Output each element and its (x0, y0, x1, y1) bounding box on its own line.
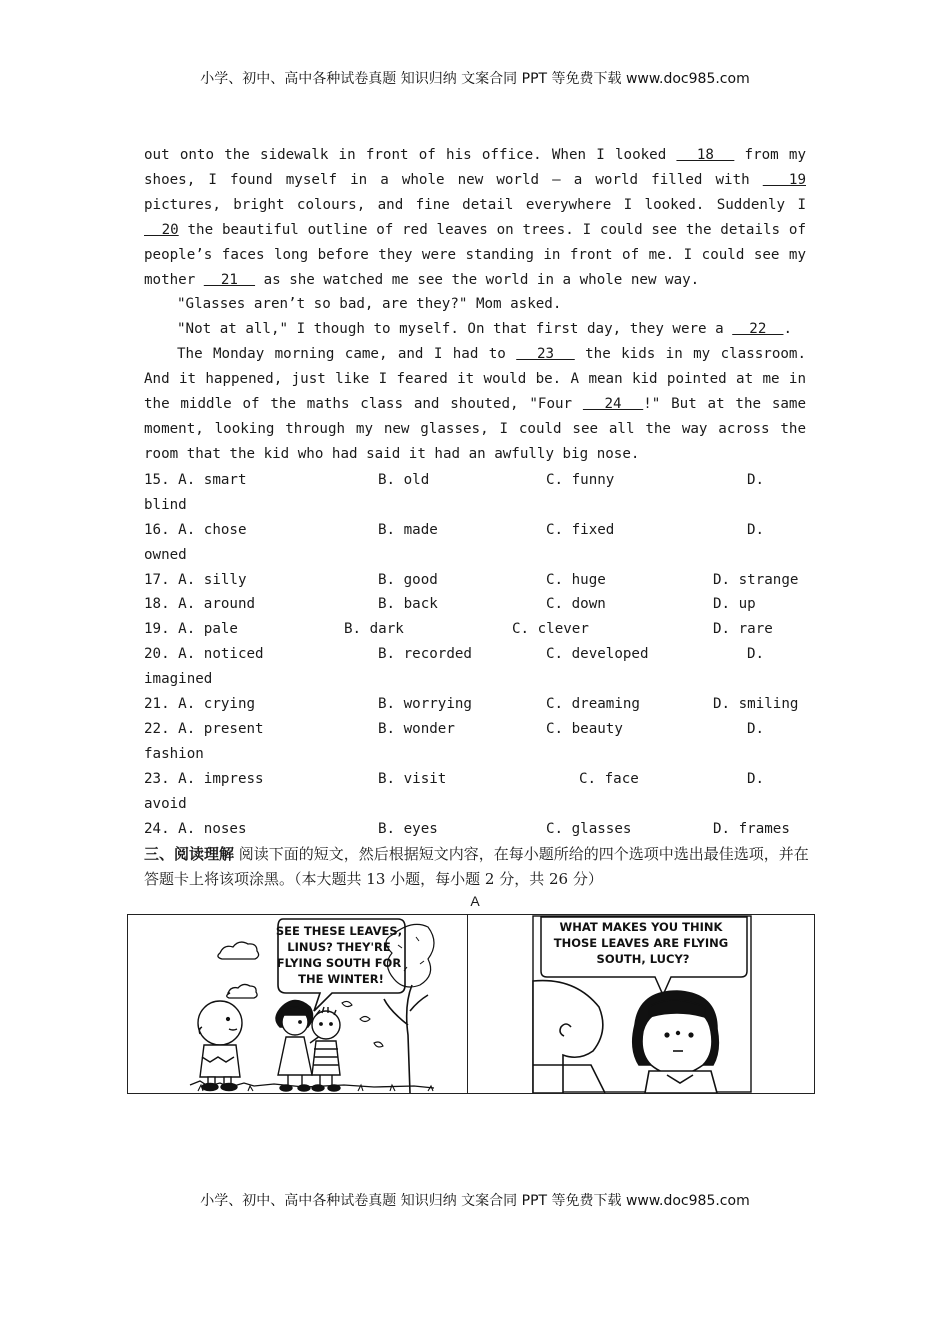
passage-paragraph-3 (144, 317, 806, 342)
option-b: B. worrying (378, 696, 472, 713)
option-b: B. dark (344, 621, 404, 638)
option-a: 16. A. chose (144, 521, 247, 538)
comic-panel-2 (467, 915, 814, 1093)
page-header: 小学、初中、高中各种试卷真题 知识归纳 文案合同 PPT 等免费下载 www.doc985.com (200, 71, 750, 87)
charlie-brown-figure (198, 1001, 242, 1091)
option-a: 22. A. present (144, 720, 264, 737)
passage-text: out onto the sidewalk in front of his office. When I looked (144, 147, 677, 163)
option-c: C. funny (546, 472, 615, 488)
question-17-options (144, 568, 806, 593)
answer-options (144, 468, 806, 841)
option-c: C. dreaming (546, 696, 640, 713)
leaf-illustration (342, 1001, 383, 1047)
option-a: 18. A. around (144, 596, 256, 613)
section-instructions: 阅读下面的短文，然后根据短文内容，在每小题所给的四个选项中选出最佳选项，并在答题卡上将该项涂黑。（本大题共 13 小题，每小题 2 分，共 26 分） (144, 845, 809, 888)
option-d: D. (747, 720, 765, 737)
passage-text: The Monday morning came, and I had to (177, 346, 517, 363)
passage-paragraph-1 (144, 143, 806, 292)
option-b: B. visit (378, 770, 447, 787)
peanuts-comic (127, 914, 815, 1094)
comic-panel-1 (128, 915, 468, 1093)
option-d-text: imagined (144, 671, 213, 688)
option-d: D. (747, 770, 765, 787)
bubble-line: FLYING SOUTH FOR (276, 956, 402, 970)
option-b: B. old (378, 472, 430, 488)
question-21-options (144, 692, 806, 717)
option-c: C. fixed (546, 521, 615, 538)
question-15-options (144, 468, 806, 518)
blank-23: 23 (516, 346, 575, 363)
cloze-passage (144, 143, 806, 467)
cloud-illustration (218, 942, 259, 998)
option-d: D. (747, 521, 765, 538)
option-c: C. down (546, 596, 606, 613)
question-22-options (144, 717, 806, 767)
option-d: D. rare (713, 621, 773, 638)
option-b: B. back (378, 596, 438, 613)
bubble-line: SOUTH, LUCY? (596, 952, 690, 966)
blank-21: 21 (203, 271, 256, 288)
option-b: B. made (378, 521, 438, 538)
option-a: 24. A. noses (144, 820, 247, 837)
option-d: D. up (713, 596, 756, 613)
passage-text: from my shoes, I found myself in a whole new world – a world filled with (144, 147, 806, 188)
passage-paragraph-2: "Glasses aren’t so bad, are they?" Mom asked. (177, 296, 562, 313)
option-d: D. (747, 646, 765, 663)
question-24-options (144, 817, 806, 842)
option-a: 19. A. pale (144, 621, 238, 638)
option-b: B. good (378, 571, 438, 588)
option-c: C. beauty (546, 720, 623, 737)
bubble-line: SEE THESE LEAVES, (275, 924, 403, 938)
option-d-text: blind (144, 496, 187, 513)
linus-figure (312, 1007, 340, 1091)
option-d: D. frames (713, 820, 790, 837)
option-b: B. eyes (378, 820, 438, 837)
passage-label: A (470, 893, 480, 909)
blank-20: 20 (144, 221, 179, 238)
option-d-text: owned (144, 546, 187, 563)
option-d-text: avoid (144, 795, 187, 812)
blank-19: 19 (762, 171, 806, 188)
question-16-options (144, 518, 806, 568)
option-d-text: fashion (144, 745, 204, 762)
option-c: C. face (579, 770, 639, 787)
question-20-options (144, 642, 806, 692)
option-a: 20. A. noticed (144, 646, 264, 663)
question-18-options (144, 592, 806, 617)
bubble-line: LINUS? THEY'RE (287, 940, 391, 954)
bubble-line: THE WINTER! (298, 972, 384, 986)
blank-18: 18 (676, 147, 735, 163)
passage-text: !" But at the same moment, looking through my new glasses, I could see all the way across the room that the kid who had said it had an awfully big nose. (144, 396, 807, 462)
section-title: 三、阅读理解 (144, 845, 235, 863)
question-19-options (144, 617, 806, 642)
option-a: 21. A. crying (144, 696, 256, 713)
reading-section-heading (144, 842, 814, 892)
option-b: B. recorded (378, 646, 472, 663)
option-b: B. wonder (378, 720, 455, 737)
bubble-line: WHAT MAKES YOU THINK (559, 920, 723, 934)
option-c: C. huge (546, 571, 606, 588)
passage-text: . (783, 321, 793, 338)
option-c: C. developed (546, 646, 649, 663)
page-footer: 小学、初中、高中各种试卷真题 知识归纳 文案合同 PPT 等免费下载 www.doc985.com (200, 1193, 750, 1209)
question-23-options (144, 767, 806, 817)
passage-text: "Not at all," I though to myself. On that first day, they were a (177, 321, 733, 338)
passage-paragraph-4 (144, 342, 806, 467)
passage-text: the kids in my classroom. And it happened, just like I feared it would be. A mean kid pointed at me in the middle of the maths class and shouted, "Four (144, 346, 806, 413)
passage-text: as she watched me see the world in a whole new way. (255, 271, 700, 288)
blank-22: 22 (732, 321, 784, 338)
option-d: D. smiling (713, 696, 799, 713)
blank-24: 24 (582, 396, 644, 413)
bubble-line: THOSE LEAVES ARE FLYING (553, 936, 729, 950)
option-d: D. strange (713, 571, 799, 588)
option-a: 17. A. silly (144, 571, 247, 588)
option-a: 15. A. smart (144, 472, 247, 488)
option-a: 23. A. impress (144, 770, 264, 787)
passage-text: the beautiful outline of red leaves on trees. I could see the details of people’s faces long before they were standing in front of me. I could see my mother (144, 221, 806, 288)
passage-text: pictures, bright colours, and fine detail everywhere I looked. Suddenly I (144, 196, 806, 213)
option-d: D. (747, 472, 765, 488)
option-c: C. glasses (546, 820, 632, 837)
option-c: C. clever (512, 621, 589, 638)
